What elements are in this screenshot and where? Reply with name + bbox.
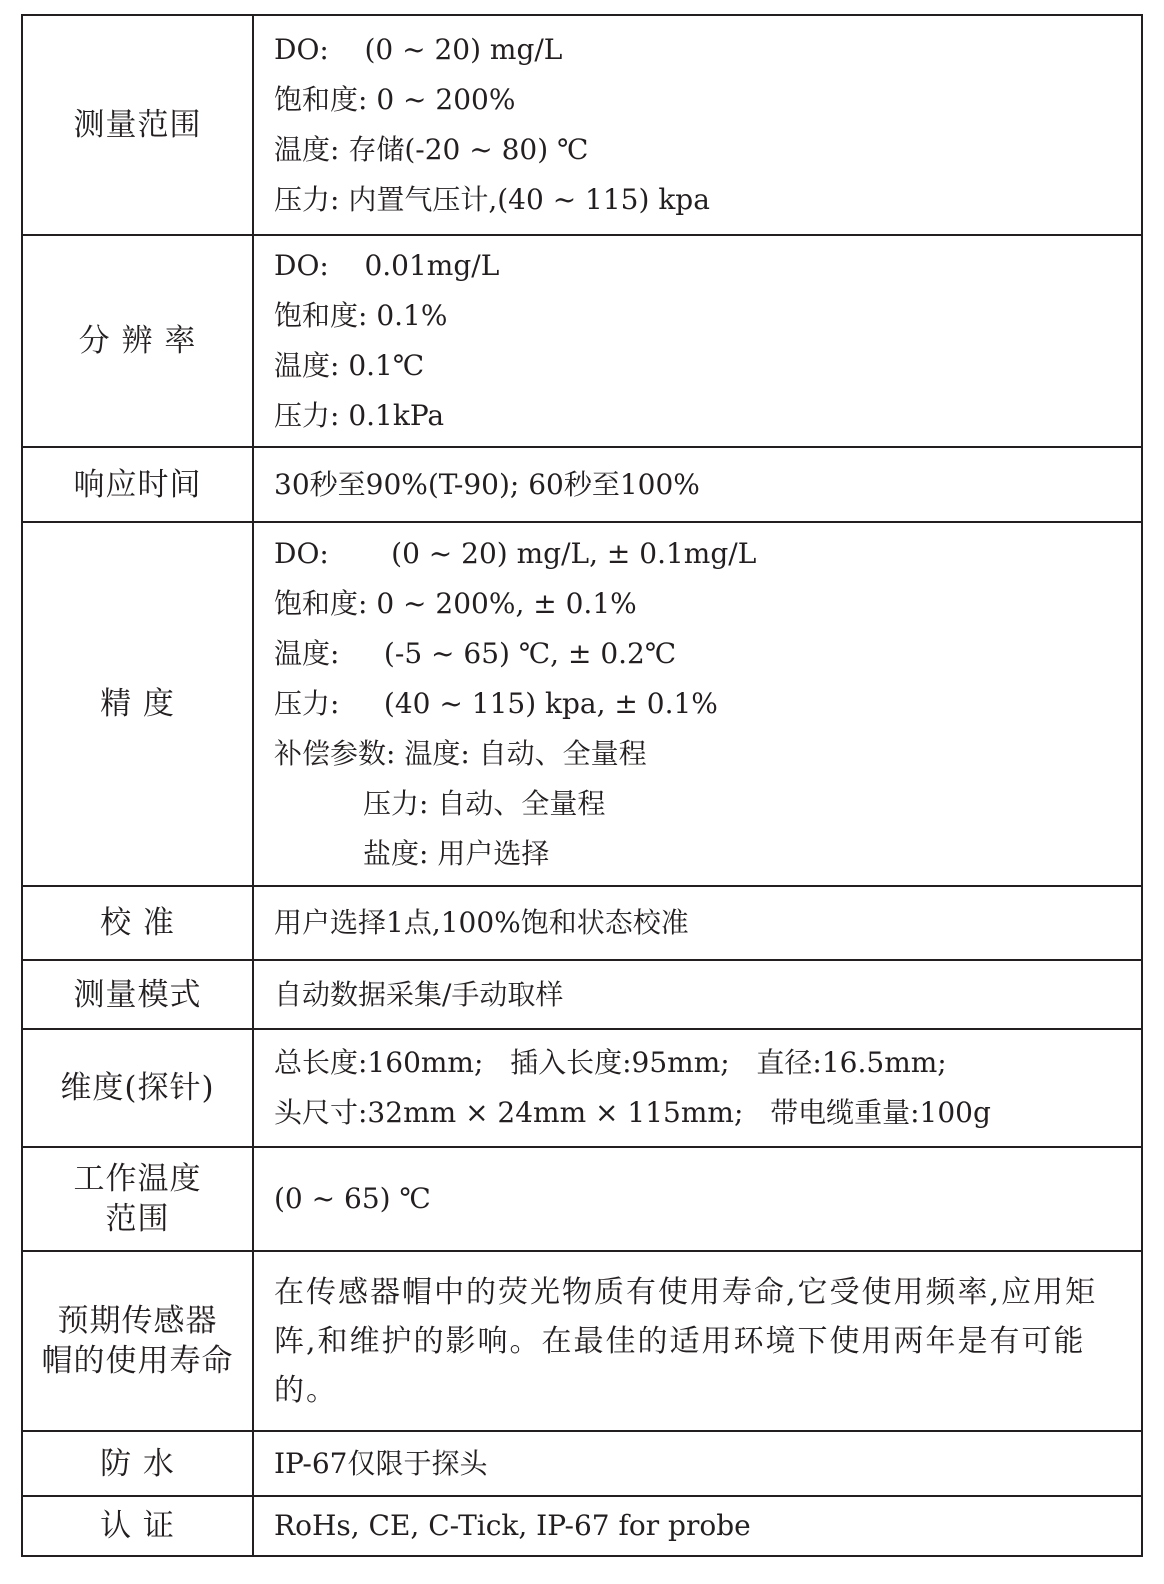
measure-range-line: 饱和度: 0 ~ 200% bbox=[274, 83, 516, 116]
measure-mode-label: 测量模式 bbox=[22, 960, 253, 1029]
row-measure-mode bbox=[22, 960, 1142, 1029]
calibration-line: 用户选择1点,100%饱和状态校准 bbox=[274, 906, 689, 939]
accuracy-value bbox=[253, 522, 1142, 886]
accuracy-line: 压力: (40 ~ 115) kpa, ± 0.1% bbox=[274, 687, 718, 720]
measure-mode-line: 自动数据采集/手动取样 bbox=[274, 977, 564, 1011]
row-measure-range bbox=[22, 15, 1142, 235]
sensor-cap-life-label: 预期传感器 帽的使用寿命 bbox=[22, 1251, 253, 1431]
dimensions-line: 总长度:160mm; 插入长度:95mm; 直径:16.5mm; bbox=[274, 1046, 947, 1079]
measure-range-value bbox=[253, 15, 1142, 235]
measure-range-line: 温度: 存储(-20 ~ 80) ℃ bbox=[274, 133, 589, 166]
row-accuracy bbox=[22, 522, 1142, 886]
resolution-line: 饱和度: 0.1% bbox=[274, 299, 448, 332]
resolution-line: 压力: 0.1kPa bbox=[274, 399, 445, 432]
accuracy-line: DO: (0 ~ 20) mg/L, ± 0.1mg/L bbox=[274, 537, 757, 570]
spec-table-body bbox=[22, 15, 1142, 1556]
row-waterproof bbox=[22, 1431, 1142, 1496]
accuracy-line: 盐度: 用户选择 bbox=[274, 837, 550, 870]
waterproof-label: 防 水 bbox=[22, 1431, 253, 1496]
resolution-label: 分 辨 率 bbox=[22, 235, 253, 447]
operating-temp-line: (0 ~ 65) ℃ bbox=[274, 1182, 431, 1215]
row-resolution bbox=[22, 235, 1142, 447]
dimensions-line: 头尺寸:32mm × 24mm × 115mm; 带电缆重量:100g bbox=[274, 1096, 991, 1129]
resolution-line: DO: 0.01mg/L bbox=[274, 249, 500, 282]
certification-value bbox=[253, 1496, 1142, 1556]
measure-range-label: 测量范围 bbox=[22, 15, 253, 235]
row-certification bbox=[22, 1496, 1142, 1556]
resolution-line: 温度: 0.1℃ bbox=[274, 349, 425, 382]
row-calibration bbox=[22, 886, 1142, 960]
operating-temp-label: 工作温度 范围 bbox=[22, 1147, 253, 1251]
accuracy-line: 温度: (-5 ~ 65) ℃, ± 0.2℃ bbox=[274, 637, 677, 670]
response-time-label: 响应时间 bbox=[22, 447, 253, 522]
dimensions-value bbox=[253, 1029, 1142, 1147]
row-operating-temp bbox=[22, 1147, 1142, 1251]
certification-label: 认 证 bbox=[22, 1496, 253, 1556]
certification-line: RoHs, CE, C-Tick, IP-67 for probe bbox=[274, 1509, 751, 1542]
response-time-line: 30秒至90%(T-90); 60秒至100% bbox=[274, 467, 700, 501]
sensor-cap-life-value: 在传感器帽中的荧光物质有使用寿命,它受使用频率,应用矩阵,和维护的影响。在最佳的适用环境下使用两年是有可能的。 bbox=[253, 1251, 1142, 1431]
calibration-label: 校 准 bbox=[22, 886, 253, 960]
row-response-time bbox=[22, 447, 1142, 522]
accuracy-line: 补偿参数: 温度: 自动、全量程 bbox=[274, 737, 647, 770]
accuracy-line: 压力: 自动、全量程 bbox=[274, 787, 606, 820]
dimensions-label: 维度(探针) bbox=[22, 1029, 253, 1147]
row-sensor-cap-life bbox=[22, 1251, 1142, 1431]
response-time-value bbox=[253, 447, 1142, 522]
operating-temp-value bbox=[253, 1147, 1142, 1251]
accuracy-label: 精 度 bbox=[22, 522, 253, 886]
resolution-value bbox=[253, 235, 1142, 447]
accuracy-line: 饱和度: 0 ~ 200%, ± 0.1% bbox=[274, 587, 637, 620]
row-dimensions bbox=[22, 1029, 1142, 1147]
waterproof-value bbox=[253, 1431, 1142, 1496]
waterproof-line: IP-67仅限于探头 bbox=[274, 1446, 488, 1480]
spec-table bbox=[21, 14, 1143, 1557]
measure-range-line: 压力: 内置气压计,(40 ~ 115) kpa bbox=[274, 183, 710, 216]
measure-mode-value bbox=[253, 960, 1142, 1029]
calibration-value bbox=[253, 886, 1142, 960]
measure-range-line: DO: (0 ~ 20) mg/L bbox=[274, 33, 563, 66]
